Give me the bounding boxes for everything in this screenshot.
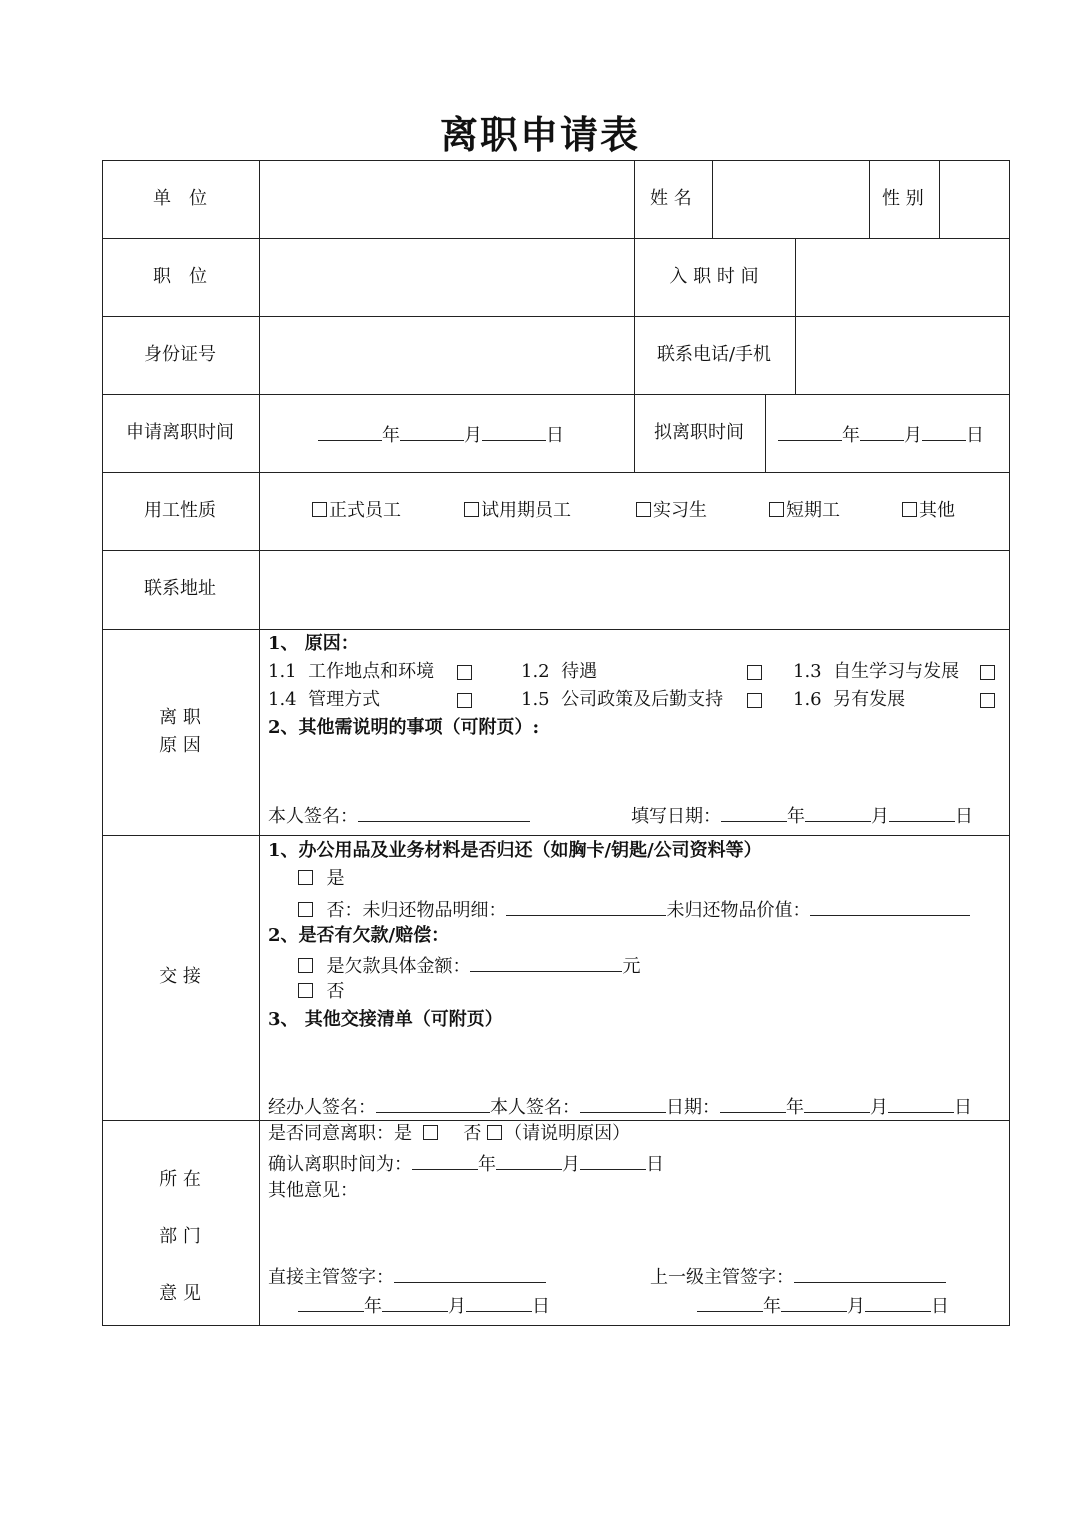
debt-yes-option[interactable]: 是欠款具体金额： 元 <box>298 953 640 978</box>
reason-signature-field[interactable]: 本人签名： <box>268 803 530 828</box>
employment-type-label: 用工性质 <box>144 500 216 521</box>
reason-option[interactable]: 1.3 自生学习与发展 <box>793 661 960 682</box>
planned-date-field[interactable] <box>778 422 984 447</box>
upper-supervisor-sign[interactable]: 上一级主管签字： <box>650 1264 946 1289</box>
page-title: 离职申请表 <box>439 113 640 157</box>
day-label: 日 <box>966 425 984 446</box>
apply-date-label: 申请离职时间 <box>126 422 234 443</box>
handover-signature-row[interactable]: 经办人签名： 本人签名： 日期： 年 月 日 <box>268 1094 972 1119</box>
reason-label: 离 职 原 因 <box>159 707 201 756</box>
dept-opinion-label: 所 在 部 门 意 见 <box>159 1169 201 1304</box>
planned-date-label: 拟离职时间 <box>654 422 744 443</box>
debt-no-option[interactable]: 否 <box>298 981 344 1003</box>
employment-type-option[interactable]: 实习生 <box>636 500 707 522</box>
handover-label: 交 接 <box>159 966 201 987</box>
checkbox-icon[interactable] <box>487 1125 502 1140</box>
checkbox-icon <box>298 902 313 917</box>
handover-q3: 3、 其他交接清单（可附页） <box>268 1009 503 1030</box>
confirm-date-row[interactable]: 确认离职时间为： 年 月 日 <box>268 1151 664 1176</box>
reason-fill-date-field[interactable]: 填写日期： 年 月 日 <box>631 803 973 828</box>
agree-resignation-row[interactable]: 是否同意离职：是 否 （请说明原因） <box>268 1123 631 1144</box>
reason-option[interactable]: 1.6 另有发展 <box>793 689 906 710</box>
handover-no-option[interactable]: 否：未归还物品明细： 未归还物品价值： <box>298 897 970 922</box>
handover-yes-option[interactable]: 是 <box>298 868 344 890</box>
checkbox-icon[interactable] <box>423 1125 438 1140</box>
reason-option[interactable]: 1.1 工作地点和环境 <box>268 661 435 682</box>
checkbox-icon <box>298 870 313 885</box>
employment-type-option[interactable]: 短期工 <box>769 500 840 522</box>
checkbox-icon <box>298 958 313 973</box>
month-label: 月 <box>904 425 922 446</box>
checkbox-icon <box>636 502 651 517</box>
checkbox-icon <box>298 983 313 998</box>
name-label: 姓 名 <box>650 188 692 209</box>
other-opinion-label: 其他意见： <box>268 1180 358 1201</box>
checkbox-icon <box>464 502 479 517</box>
year-label: 年 <box>842 425 860 446</box>
id-number-label: 身份证号 <box>144 344 216 365</box>
reason-option[interactable]: 1.5 公司政策及后勤支持 <box>521 689 724 710</box>
checkbox-icon[interactable] <box>980 665 995 680</box>
upper-supervisor-date[interactable]: 年 月 日 <box>697 1293 949 1318</box>
employment-type-option[interactable]: 其他 <box>902 500 955 522</box>
address-label: 联系地址 <box>144 578 216 599</box>
checkbox-icon[interactable] <box>457 665 472 680</box>
hire-date-label: 入 职 时 间 <box>669 266 759 287</box>
checkbox-icon <box>312 502 327 517</box>
checkbox-icon[interactable] <box>747 693 762 708</box>
reason-option[interactable]: 1.4 管理方式 <box>268 689 381 710</box>
reason-option[interactable]: 1.2 待遇 <box>521 661 598 682</box>
day-label: 日 <box>546 425 564 446</box>
direct-supervisor-date[interactable]: 年 月 日 <box>298 1293 550 1318</box>
year-label: 年 <box>382 425 400 446</box>
unit-label: 单 位 <box>153 188 207 209</box>
reason-heading: 1、 原因： <box>268 633 359 654</box>
handover-q1: 1、办公用品及业务材料是否归还（如胸卡/钥匙/公司资料等） <box>268 840 762 861</box>
checkbox-icon[interactable] <box>457 693 472 708</box>
handover-q2: 2、是否有欠款/赔偿： <box>268 925 450 946</box>
direct-supervisor-sign[interactable]: 直接主管签字： <box>268 1264 546 1289</box>
month-label: 月 <box>464 425 482 446</box>
checkbox-icon[interactable] <box>980 693 995 708</box>
apply-date-field[interactable] <box>318 422 564 447</box>
phone-label: 联系电话/手机 <box>656 344 772 365</box>
checkbox-icon[interactable] <box>747 665 762 680</box>
position-label: 职 位 <box>153 266 207 287</box>
employment-type-option[interactable]: 试用期员工 <box>464 500 571 522</box>
reason-other-heading: 2、其他需说明的事项（可附页）: <box>268 717 540 738</box>
checkbox-icon <box>769 502 784 517</box>
checkbox-icon <box>902 502 917 517</box>
gender-label: 性 别 <box>882 188 924 209</box>
employment-type-option[interactable]: 正式员工 <box>312 500 401 522</box>
